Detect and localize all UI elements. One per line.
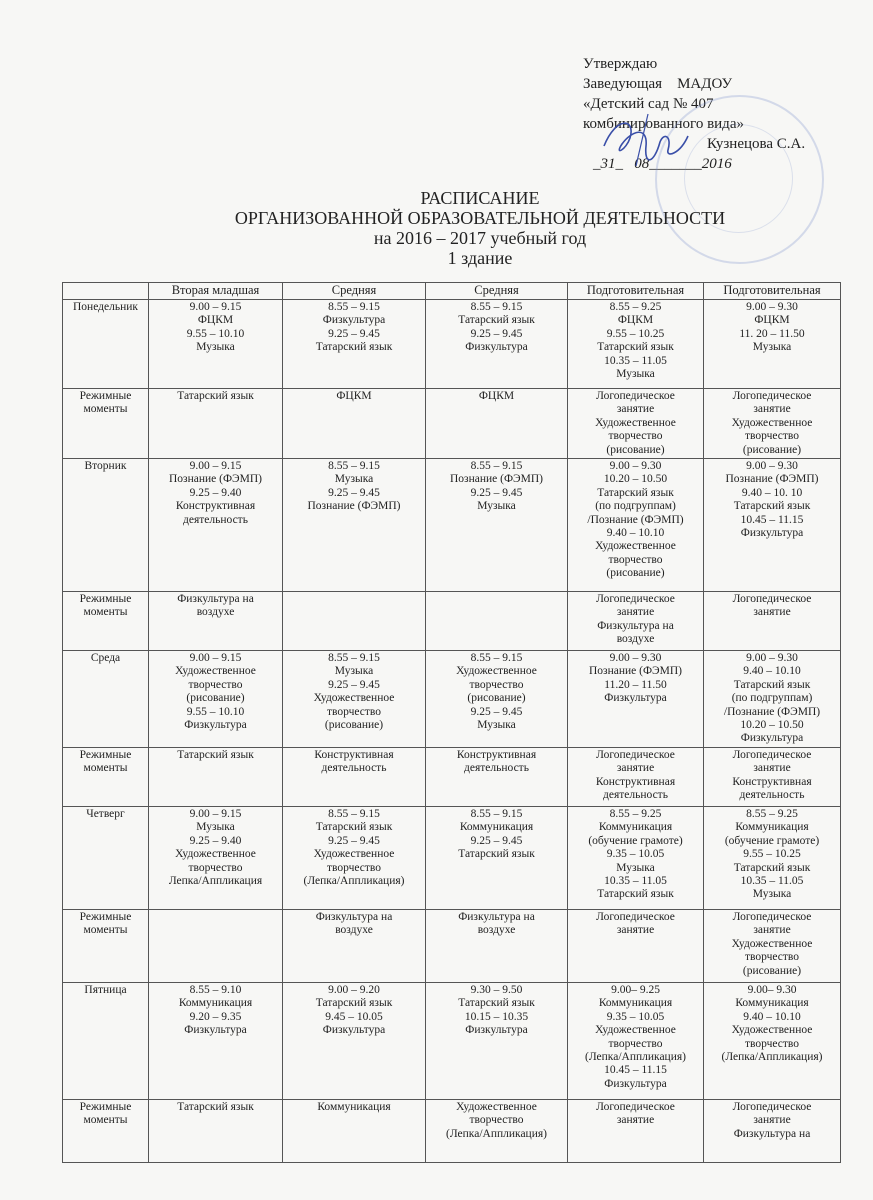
cell-line: 9.55 – 10.10: [186, 327, 245, 340]
cell-line: творчество: [188, 678, 243, 691]
cell-line: творчество: [745, 951, 799, 964]
cell-line: занятие: [753, 1114, 791, 1127]
cell-line: 8.55 – 9.25: [609, 807, 662, 820]
cell-line: (рисование): [742, 964, 802, 977]
org-name-line2: комбинированного вида»: [583, 116, 744, 132]
column-header: Подготовительная: [568, 283, 704, 300]
day-label: Режимные моменты: [63, 909, 149, 982]
cell-line: Художественное: [456, 665, 537, 678]
schedule-cell: [426, 592, 568, 651]
cell-line: Физкультура: [740, 527, 804, 540]
cell-line: Музыка: [616, 368, 655, 381]
schedule-cell: [283, 747, 426, 806]
cell-line: (рисование): [742, 443, 802, 456]
cell-line: 9.40 – 10. 10: [741, 486, 803, 499]
cell-line: (обучение грамоте): [724, 834, 820, 847]
cell-line: творчество: [327, 861, 381, 874]
cell-line: 9.00 – 9.30: [609, 460, 662, 473]
cell-line: Татарский язык: [315, 821, 393, 834]
schedule-cell: [568, 300, 704, 389]
schedule-cell: [426, 459, 568, 592]
cell-line: 9.25 – 9.40: [189, 486, 242, 499]
schedule-cell: [283, 1099, 426, 1162]
schedule-cell: [283, 982, 426, 1099]
cell-line: 10.35 – 11.05: [604, 354, 667, 367]
cell-line: Художественное: [175, 665, 256, 678]
table-header-row: [63, 283, 841, 300]
approve-word: Утверждаю: [583, 56, 658, 72]
cell-line: Татарский язык: [458, 848, 535, 861]
schedule-cell: [283, 459, 426, 592]
cell-line: занятие: [616, 606, 655, 619]
day-label: Режимные моменты: [63, 389, 149, 459]
cell-line: занятие: [616, 924, 655, 937]
cell-line: Музыка: [477, 719, 516, 732]
cell-line: 9.00 – 9.30: [609, 652, 662, 665]
cell-line: /Познание (ФЭМП): [587, 513, 684, 526]
cell-line: Художественное: [595, 540, 676, 553]
org-name-line1: «Детский сад № 407: [583, 96, 714, 112]
cell-line: Логопедическое: [596, 593, 675, 606]
cell-line: 9.00 – 9.30: [746, 301, 798, 313]
cell-line: 9.25 – 9.45: [328, 834, 380, 847]
cell-line: Конструктивная: [456, 748, 537, 761]
schedule-cell: [426, 747, 568, 806]
cell-line: творчество: [608, 430, 663, 443]
table-row: [63, 459, 841, 592]
cell-line: деятельность: [321, 762, 387, 775]
cell-line: воздухе: [335, 924, 373, 937]
page-title: [180, 188, 780, 268]
cell-line: занятие: [753, 403, 791, 416]
cell-line: 9.00 – 9.30: [746, 460, 798, 473]
schedule-cell: [568, 982, 704, 1099]
cell-line: 9.55 – 10.10: [186, 705, 245, 718]
cell-line: 9.40 – 10.10: [606, 527, 665, 540]
cell-line: 8.55 – 9.15: [470, 301, 523, 313]
cell-line: 8.55 – 9.25: [609, 301, 662, 313]
cell-line: Татарский язык: [177, 748, 254, 761]
schedule-cell: [149, 592, 283, 651]
cell-line: 9.35 – 10.05: [606, 1010, 665, 1023]
cell-line: Татарский язык: [597, 888, 674, 901]
cell-line: Коммуникация: [317, 1100, 391, 1113]
cell-line: Конструктивная: [175, 500, 256, 513]
approver-position: Заведующая МАДОУ: [583, 76, 733, 92]
cell-line: Коммуникация: [735, 997, 809, 1010]
cell-line: Логопедическое: [596, 1100, 675, 1113]
schedule-cell: [426, 909, 568, 982]
cell-line: 8.55 – 9.15: [328, 301, 380, 313]
cell-line: Физкультура на: [597, 619, 674, 632]
cell-line: 8.55 – 9.15: [470, 807, 523, 820]
cell-line: Татарский язык: [733, 678, 811, 691]
cell-line: ФЦКМ: [336, 390, 372, 402]
cell-line: Коммуникация: [735, 821, 809, 834]
cell-line: (Лепка/Аппликация): [303, 874, 405, 887]
schedule-cell: [283, 806, 426, 909]
day-label: Режимные моменты: [63, 1099, 149, 1162]
cell-line: Лепка/Аппликация: [168, 874, 263, 887]
cell-line: Музыка: [477, 500, 516, 513]
cell-line: 11.20 – 11.50: [604, 678, 667, 691]
cell-line: Татарский язык: [458, 997, 535, 1010]
schedule-table: [62, 282, 841, 1163]
cell-line: творчество: [188, 861, 243, 874]
cell-line: 9.25 – 9.45: [470, 834, 523, 847]
schedule-body: [63, 300, 841, 1163]
cell-line: воздухе: [616, 633, 655, 646]
cell-line: 9.25 – 9.45: [470, 486, 523, 499]
cell-line: Логопедическое: [732, 748, 812, 761]
cell-line: (рисование): [186, 692, 245, 705]
cell-line: Музыка: [616, 861, 655, 874]
cell-line: Художественное: [731, 416, 813, 429]
cell-line: Физкультура: [322, 1024, 386, 1037]
cell-line: Физкультура на: [177, 593, 254, 606]
schedule-cell: [704, 909, 841, 982]
cell-line: Физкультура: [184, 1024, 247, 1037]
day-label: Четверг: [63, 806, 149, 909]
column-header: Вторая младшая: [149, 283, 283, 300]
cell-line: 10.45 – 11.15: [740, 513, 804, 526]
cell-line: 8.55 – 9.15: [470, 652, 523, 665]
cell-line: Татарский язык: [177, 1100, 254, 1113]
cell-line: Татарский язык: [458, 314, 535, 327]
schedule-cell: [283, 389, 426, 459]
cell-line: ФЦКМ: [754, 314, 790, 327]
schedule-cell: [283, 651, 426, 748]
cell-line: Коммуникация: [178, 997, 253, 1010]
cell-line: Татарский язык: [597, 341, 674, 354]
cell-line: Коммуникация: [598, 821, 673, 834]
cell-line: Физкультура: [465, 1024, 528, 1037]
cell-line: 10.45 – 11.15: [604, 1064, 667, 1077]
schedule-cell: [149, 806, 283, 909]
cell-line: 10.35 – 11.05: [740, 874, 804, 887]
cell-line: Коммуникация: [598, 997, 673, 1010]
schedule-cell: [149, 459, 283, 592]
day-label: Режимные моменты: [63, 592, 149, 651]
cell-line: Познание (ФЭМП): [725, 473, 819, 486]
day-label: Вторник: [63, 459, 149, 592]
cell-line: Художественное: [313, 848, 395, 861]
cell-line: 9.25 – 9.45: [470, 327, 523, 340]
schedule-cell: [568, 806, 704, 909]
cell-line: 9.25 – 9.45: [328, 678, 380, 691]
approval-date: _31_ 08_______2016: [593, 156, 732, 172]
cell-line: Художественное: [175, 848, 256, 861]
cell-line: 9.00 – 9.15: [189, 652, 242, 665]
cell-line: 9.55 – 10.25: [743, 848, 801, 861]
cell-line: 9.00– 9.25: [611, 983, 660, 996]
cell-line: Художественное: [595, 416, 676, 429]
table-row: [63, 651, 841, 748]
cell-line: 9.00 – 9.15: [189, 460, 242, 473]
schedule-cell: [149, 982, 283, 1099]
cell-line: Логопедическое: [732, 1100, 812, 1113]
cell-line: Художественное: [313, 692, 395, 705]
cell-line: Логопедическое: [596, 910, 675, 923]
schedule-cell: [704, 300, 841, 389]
column-header: [63, 283, 149, 300]
cell-line: Физкультура на: [733, 1127, 811, 1140]
cell-line: Логопедическое: [732, 910, 812, 923]
day-label: Пятница: [63, 982, 149, 1099]
schedule-cell: [426, 389, 568, 459]
cell-line: Конструктивная: [314, 748, 394, 761]
cell-line: Логопедическое: [732, 390, 812, 402]
cell-line: 8.55 – 9.15: [328, 652, 380, 665]
cell-line: 9.00 – 9.30: [746, 652, 798, 665]
cell-line: занятие: [616, 762, 655, 775]
cell-line: 9.00 – 9.20: [328, 983, 380, 996]
cell-line: (Лепка/Аппликация): [721, 1050, 823, 1063]
schedule-cell: [704, 806, 841, 909]
schedule-cell: [283, 300, 426, 389]
title-line1: РАСПИСАНИЕ: [420, 188, 540, 208]
cell-line: 8.55 – 9.15: [470, 460, 523, 473]
schedule-cell: [149, 909, 283, 982]
schedule-cell: [426, 651, 568, 748]
cell-line: 9.25 – 9.45: [328, 486, 380, 499]
table-row: [63, 909, 841, 982]
cell-line: деятельность: [464, 762, 529, 775]
cell-line: воздухе: [196, 606, 235, 619]
cell-line: (рисование): [606, 567, 665, 580]
schedule-cell: [704, 747, 841, 806]
schedule-cell: [704, 982, 841, 1099]
table-row: [63, 389, 841, 459]
schedule-cell: [568, 389, 704, 459]
schedule-cell: [149, 747, 283, 806]
table-row: [63, 300, 841, 389]
cell-line: 8.55 – 9.15: [328, 460, 380, 473]
cell-line: 10.20 – 10.50: [740, 719, 804, 732]
cell-line: 9.40 – 10.10: [743, 665, 801, 678]
schedule-cell: [568, 459, 704, 592]
schedule-cell: [704, 389, 841, 459]
table-row: [63, 806, 841, 909]
schedule-cell: [149, 1099, 283, 1162]
cell-line: творчество: [608, 1037, 663, 1050]
cell-line: 9.30 – 9.50: [470, 983, 523, 996]
cell-line: Музыка: [334, 665, 374, 678]
cell-line: деятельность: [603, 789, 668, 802]
day-label: Режимные моменты: [63, 747, 149, 806]
cell-line: Музыка: [196, 821, 235, 834]
schedule-cell: [568, 747, 704, 806]
cell-line: Татарский язык: [177, 390, 254, 402]
cell-line: воздухе: [477, 924, 516, 937]
cell-line: занятие: [753, 924, 791, 937]
cell-line: (Лепка/Аппликация): [585, 1050, 686, 1063]
table-row: [63, 982, 841, 1099]
director-name: Кузнецова С.А.: [707, 136, 806, 152]
cell-line: занятие: [753, 762, 791, 775]
cell-line: Татарский язык: [315, 997, 393, 1010]
cell-line: занятие: [616, 1114, 655, 1127]
cell-line: Познание (ФЭМП): [307, 500, 401, 513]
table-row: [63, 747, 841, 806]
schedule-cell: [426, 982, 568, 1099]
cell-line: ФЦКМ: [197, 314, 234, 327]
cell-line: творчество: [469, 678, 524, 691]
title-line3: на 2016 – 2017 учебный год: [373, 228, 587, 248]
title-line4: 1 здание: [447, 248, 513, 268]
cell-line: 8.55 – 9.10: [189, 983, 242, 996]
cell-line: Физкультура на: [315, 910, 393, 923]
cell-line: Физкультура: [465, 341, 528, 354]
table-row: [63, 1099, 841, 1162]
cell-line: 10.20 – 10.50: [603, 473, 668, 486]
cell-line: Логопедическое: [596, 748, 675, 761]
cell-line: ФЦКМ: [617, 314, 654, 327]
cell-line: (Лепка/Аппликация): [446, 1127, 547, 1140]
cell-line: творчество: [608, 553, 663, 566]
cell-line: Логопедическое: [732, 593, 812, 606]
schedule-cell: [283, 592, 426, 651]
day-label: Среда: [63, 651, 149, 748]
schedule-cell: [568, 651, 704, 748]
cell-line: 10.15 – 10.35: [464, 1010, 529, 1023]
cell-line: Татарский язык: [733, 500, 811, 513]
cell-line: 9.35 – 10.05: [606, 848, 665, 861]
schedule-cell: [568, 592, 704, 651]
cell-line: 9.00 – 9.15: [189, 301, 242, 313]
schedule-cell: [704, 592, 841, 651]
cell-line: ФЦКМ: [478, 390, 515, 402]
cell-line: 9.45 – 10.05: [325, 1010, 383, 1023]
cell-line: (по подгруппам): [731, 692, 813, 705]
cell-line: Татарский язык: [733, 861, 811, 874]
day-label: Понедельник: [63, 300, 149, 389]
cell-line: 9.55 – 10.25: [606, 327, 665, 340]
cell-line: Татарский язык: [315, 341, 393, 354]
cell-line: Физкультура: [740, 732, 804, 745]
cell-line: 11. 20 – 11.50: [739, 327, 805, 340]
cell-line: 9.00– 9.30: [747, 983, 797, 996]
schedule-cell: [426, 1099, 568, 1162]
cell-line: Познание (ФЭМП): [449, 473, 543, 486]
schedule-cell: [149, 300, 283, 389]
column-header: Средняя: [426, 283, 568, 300]
cell-line: 9.25 – 9.45: [328, 327, 380, 340]
cell-line: творчество: [469, 1114, 524, 1127]
cell-line: 8.55 – 9.15: [328, 807, 380, 820]
cell-line: /Познание (ФЭМП): [723, 705, 821, 718]
cell-line: Познание (ФЭМП): [168, 473, 262, 486]
cell-line: деятельность: [183, 513, 248, 526]
cell-line: Физкультура на: [458, 910, 535, 923]
column-header: Подготовительная: [704, 283, 841, 300]
cell-line: занятие: [616, 403, 655, 416]
cell-line: 8.55 – 9.25: [746, 807, 798, 820]
schedule-cell: [568, 909, 704, 982]
cell-line: (по подгруппам): [595, 500, 676, 513]
cell-line: 9.25 – 9.45: [470, 705, 523, 718]
cell-line: 9.40 – 10.10: [743, 1010, 801, 1023]
column-header: Средняя: [283, 283, 426, 300]
cell-line: Конструктивная: [732, 775, 812, 788]
cell-line: Физкультура: [604, 1077, 667, 1090]
cell-line: занятие: [753, 606, 791, 619]
cell-line: Музыка: [334, 473, 374, 486]
cell-line: 10.35 – 11.05: [604, 874, 667, 887]
cell-line: Художественное: [731, 1024, 813, 1037]
cell-line: Коммуникация: [459, 821, 534, 834]
schedule-cell: [149, 651, 283, 748]
cell-line: Физкультура: [604, 692, 667, 705]
schedule-cell: [149, 389, 283, 459]
cell-line: 9.25 – 9.40: [189, 834, 242, 847]
cell-line: Конструктивная: [595, 775, 676, 788]
cell-line: творчество: [745, 1037, 799, 1050]
cell-line: творчество: [745, 430, 799, 443]
title-line2: ОРГАНИЗОВАННОЙ ОБРАЗОВАТЕЛЬНОЙ ДЕЯТЕЛЬНОСТИ: [234, 208, 726, 228]
cell-line: Музыка: [752, 341, 792, 354]
cell-line: (рисование): [606, 443, 665, 456]
cell-line: 9.20 – 9.35: [189, 1010, 242, 1023]
cell-line: 9.00 – 9.15: [189, 807, 242, 820]
cell-line: Физкультура: [184, 719, 247, 732]
cell-line: Татарский язык: [597, 486, 674, 499]
cell-line: Художественное: [595, 1024, 676, 1037]
cell-line: Художественное: [456, 1100, 537, 1113]
schedule-cell: [426, 806, 568, 909]
schedule-cell: [568, 1099, 704, 1162]
cell-line: Музыка: [196, 341, 235, 354]
schedule-cell: [426, 300, 568, 389]
cell-line: деятельность: [739, 789, 805, 802]
cell-line: Музыка: [752, 888, 792, 901]
cell-line: творчество: [327, 705, 381, 718]
cell-line: (обучение грамоте): [588, 834, 683, 847]
cell-line: Физкультура: [322, 314, 386, 327]
cell-line: (рисование): [467, 692, 526, 705]
schedule-cell: [704, 459, 841, 592]
table-row: [63, 592, 841, 651]
signature: [596, 106, 696, 176]
schedule-cell: [704, 1099, 841, 1162]
cell-line: Логопедическое: [596, 390, 675, 402]
schedule-cell: [704, 651, 841, 748]
schedule-cell: [283, 909, 426, 982]
cell-line: (рисование): [324, 719, 384, 732]
cell-line: Познание (ФЭМП): [588, 665, 682, 678]
cell-line: Художественное: [731, 937, 813, 950]
